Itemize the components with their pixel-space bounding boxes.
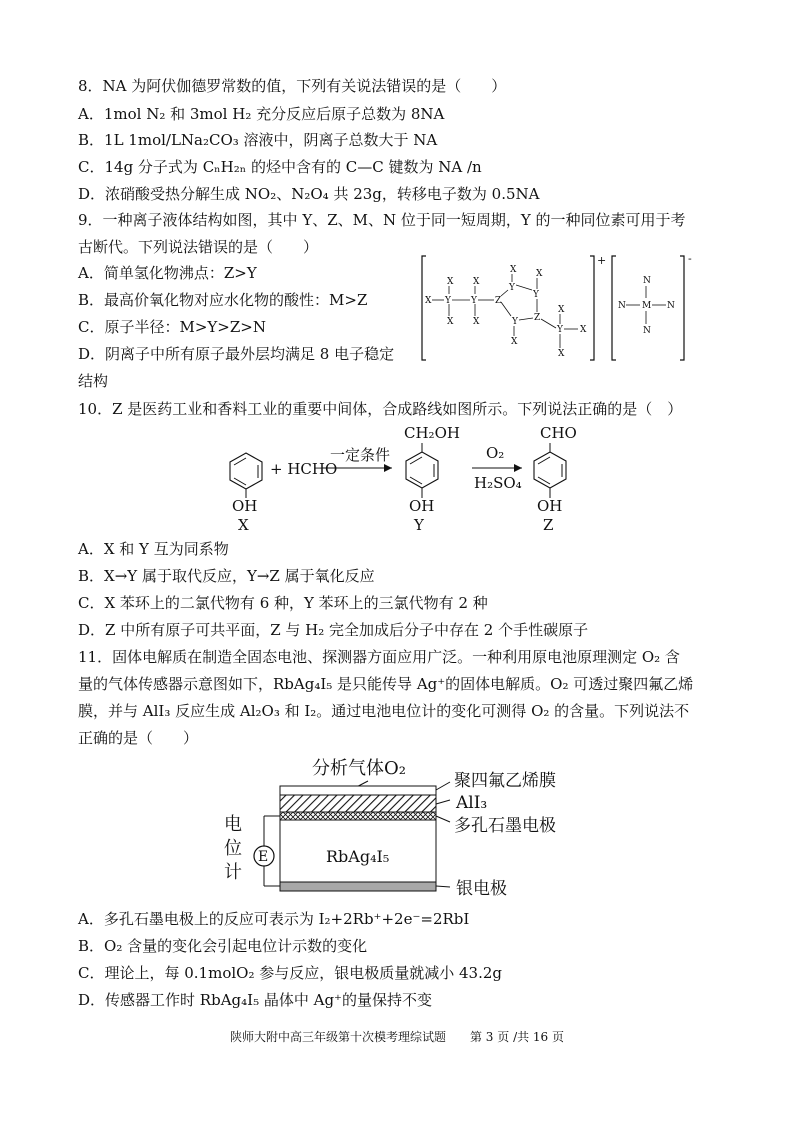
atom-y: Y	[445, 296, 451, 306]
q11-option-a: A．多孔石墨电极上的反应可表示为 I₂+2Rb⁺+2e⁻=2RbI	[78, 910, 470, 928]
q10-option-d: D．Z 中所有原子可共平面，Z 与 H₂ 完全加成后分子中存在 2 个手性碳原子	[78, 621, 589, 639]
atom-x: X	[558, 349, 565, 359]
x-oh: OH	[232, 497, 258, 515]
q11-stem-line3: 膜，并与 AlI₃ 反应生成 Al₂O₃ 和 I₂。通过电池电位计的变化可测得 O₂ 的含量。下列说法不	[78, 702, 690, 720]
atom-x: X	[536, 269, 543, 279]
y-oh: OH	[409, 497, 435, 515]
condition-1: 一定条件	[330, 446, 391, 464]
q8-option-d: D．浓硝酸受热分解生成 NO₂、N₂O₄ 共 23g，转移电子数为 0.5NA	[78, 185, 540, 203]
atom-x: X	[580, 325, 587, 335]
label-y: Y	[414, 516, 424, 534]
y-ch2oh: CH₂OH	[404, 424, 460, 442]
q11-option-d: D．传感器工作时 RbAg₄I₅ 晶体中 Ag⁺的量保持不变	[78, 991, 432, 1009]
q11-option-b: B．O₂ 含量的变化会引起电位计示数的变化	[78, 937, 368, 955]
q8-stem: 8．NA 为阿伏伽德罗常数的值，下列有关说法错误的是（ ）	[78, 77, 507, 95]
condition-h2so4: H₂SO₄	[474, 474, 522, 492]
atom-x: X	[473, 317, 480, 327]
benzyl-alcohol-structure-y	[406, 443, 438, 498]
atom-n: N	[643, 326, 651, 336]
gas-sensor-diagram	[218, 752, 558, 902]
q10-option-b: B．X→Y 属于取代反应，Y→Z 属于氧化反应	[78, 567, 375, 585]
atom-y: Y	[471, 296, 477, 306]
cation-charge: +	[597, 254, 607, 267]
potentiometer-letter: E	[258, 849, 269, 865]
phenol-structure-x	[230, 453, 262, 498]
atom-x: X	[447, 317, 454, 327]
label-meter-char3: 计	[224, 862, 242, 883]
q8-option-b: B．1L 1mol/LNa₂CO₃ 溶液中，阴离子总数大于 NA	[78, 131, 438, 149]
q9-stem-line2: 古断代。下列说法错误的是（ ）	[78, 238, 319, 256]
label-meter-char2: 位	[224, 838, 242, 859]
q10-stem: 10．Z 是医药工业和香料工业的重要中间体，合成路线如图所示。下列说法正确的是（ ）	[78, 400, 683, 418]
anion-charge: -	[688, 252, 692, 265]
z-oh: OH	[537, 497, 563, 515]
atom-y: Y	[557, 325, 563, 335]
q9-option-b: B．最高价氧化物对应水化物的酸性：M>Z	[78, 291, 368, 309]
synthesis-route-diagram	[210, 422, 590, 534]
q9-option-d-line2: 结构	[78, 372, 109, 390]
q8-option-c: C．14g 分子式为 CₙH₂ₙ 的烃中含有的 C—C 键数为 NA /n	[78, 158, 482, 176]
reagent-o2: O₂	[486, 444, 505, 462]
reagent-hcho: + HCHO	[270, 460, 338, 478]
q11-stem-line1: 11．固体电解质在制造全固态电池、探测器方面应用广泛。一种利用原电池原理测定 O₂ 含	[78, 648, 680, 666]
atom-x: X	[511, 337, 518, 347]
q11-stem-line2: 量的气体传感器示意图如下，RbAg₄I₅ 是只能传导 Ag⁺的固体电解质。O₂ 可透过聚四氟乙烯	[78, 675, 694, 693]
q11-stem-line4: 正确的是（ ）	[78, 729, 199, 747]
q8-option-a: A．1mol N₂ 和 3mol H₂ 充分反应后原子总数为 8NA	[78, 105, 445, 123]
benzaldehyde-structure-z	[534, 443, 566, 498]
label-z: Z	[543, 516, 554, 534]
atom-n: N	[618, 301, 626, 311]
atom-m: M	[642, 301, 652, 311]
atom-y: Y	[533, 290, 539, 300]
atom-x: X	[447, 277, 454, 287]
atom-n: N	[667, 301, 675, 311]
q9-option-a: A．简单氢化物沸点：Z>Y	[78, 264, 257, 282]
page-footer: 陕师大附中高三年级第十次模考理综试题 第 3 页 /共 16 页	[229, 1030, 565, 1044]
atom-x: X	[510, 265, 517, 275]
q9-option-c: C．原子半径：M>Y>Z>N	[78, 318, 266, 336]
q10-option-c: C．X 苯环上的二氯代物有 6 种，Y 苯环上的三氯代物有 2 种	[78, 594, 488, 612]
atom-x: X	[473, 277, 480, 287]
z-cho: CHO	[540, 424, 577, 442]
atom-x: X	[558, 305, 565, 315]
atom-z: Z	[495, 296, 502, 306]
atom-z: Z	[534, 313, 541, 323]
atom-y: Y	[509, 283, 515, 293]
q10-option-a: A．X 和 Y 互为同系物	[78, 540, 229, 558]
atom-y: Y	[512, 317, 518, 327]
label-meter-char1: 电	[224, 814, 242, 835]
label-ptfe-film: 聚四氟乙烯膜	[454, 771, 556, 791]
label-silver-electrode: 银电极	[456, 879, 507, 899]
q9-stem-line1: 9．一种离子液体结构如图，其中 Y、Z、M、N 位于同一短周期，Y 的一种同位素可用于考	[78, 211, 686, 229]
ionic-liquid-structure-diagram	[418, 252, 704, 364]
q11-option-c: C．理论上，每 0.1molO₂ 参与反应，银电极质量就减小 43.2g	[78, 964, 503, 982]
label-ali3: AlI₃	[456, 793, 488, 813]
label-analysis-gas: 分析气体O₂	[312, 758, 406, 779]
label-rbag4i5: RbAg₄I₅	[326, 847, 390, 866]
atom-n: N	[643, 276, 651, 286]
label-graphite-electrode: 多孔石墨电极	[454, 816, 556, 836]
label-x: X	[238, 516, 249, 534]
q9-option-d-line1: D．阴离子中所有原子最外层均满足 8 电子稳定	[78, 345, 395, 363]
atom-x: X	[425, 296, 432, 306]
